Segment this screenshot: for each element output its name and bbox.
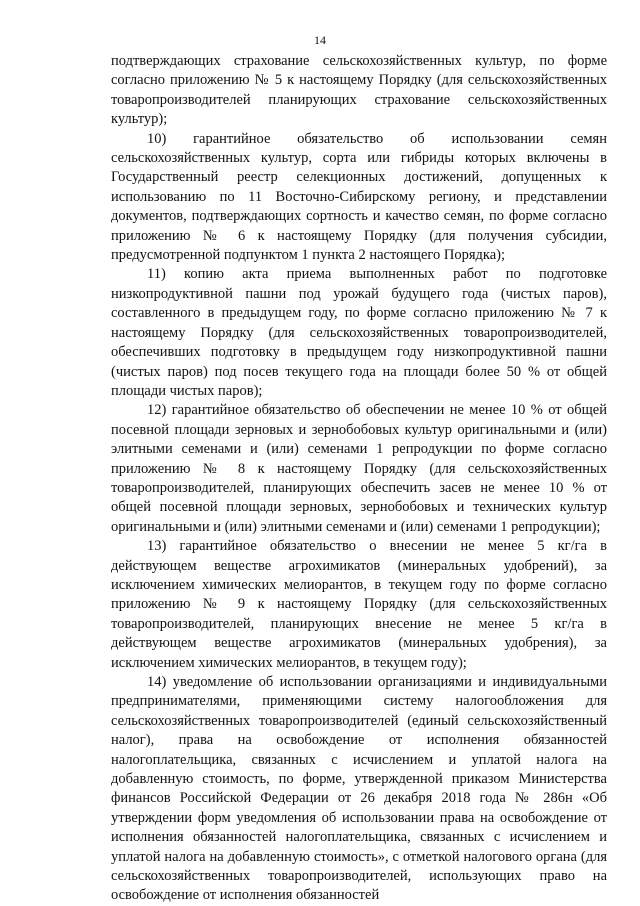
paragraph-item-10: 10) гарантийное обязательство об использовании семян сельскохозяйственных культур, сорта или гибриды которых включены в Государственный реестр селекционных достижений, допущенных к использованию по 11 Восточно-Сибирскому региону, и представлении документов, подтверждающих сортность и качество семян, по форме согласно приложению № 6 к настоящему Порядку (для получения субсидии, предусмотренной подпунктом 1 пункта 2 настоящего Порядка);	[111, 130, 607, 264]
paragraph-item-14: 14) уведомление об использовании организациями и индивидуальными предпринимателями, применяющими систему налогообложения для сельскохозяйственных товаропроизводителей (единый сельскохозяйственный налог), права на освобождение от исполнения обязанностей налогоплательщика, связанных с исчислением и уплатой налога на добавленную стоимость, по форме, утвержденной приказом Министерства финансов Российской Федерации от 26 декабря 2018 года № 286н «Об утверждении форм уведомления об использовании права на освобождение от исполнения обязанностей налогоплательщика, связанных с исчислением и уплатой налога на добавленную стоимость», с отметкой налогового органа (для сельскохозяйственных товаропроизводителей, использующих право на освобождение от исполнения обязанностей	[111, 674, 607, 904]
paragraph-continuation: подтверждающих страхование сельскохозяйственных культур, по форме согласно приложению № 5 к настоящему Порядку (для сельскохозяйственных товаропроизводителей планирующих страхование сельскохозяйственных культур);	[111, 53, 607, 128]
page-number: 14	[314, 33, 326, 47]
paragraph-item-11: 11) копию акта приема выполненных работ по подготовке низкопродуктивной пашни под урожай будущего года (чистых паров), составленного в предыдущем году, по форме согласно приложению № 7 к настоящему Порядку (для сельскохозяйственных товаропроизводителей, обеспечивших подготовку в предыдущем году низкопродуктивной пашни (чистых паров) под посев текущего года на площади более 50 % от общей площади чистых паров);	[111, 266, 607, 399]
paragraph-item-13: 13) гарантийное обязательство о внесении не менее 5 кг/га в действующем веществе агрохимикатов (минеральных удобрений), за исключением химических мелиорантов, в текущем году по форме согласно приложению № 9 к настоящему Порядку (для сельскохозяйственных товаропроизводителей, планирующих внесение не менее 5 кг/га в действующем веществе агрохимикатов (минеральных удобрения), за исключением химических мелиорантов, в текущем году);	[111, 538, 607, 671]
document-body	[111, 52, 607, 906]
paragraph-item-12: 12) гарантийное обязательство об обеспечении не менее 10 % от общей посевной площади зерновых и зернобобовых культур оригинальными и (или) элитными семенами и (или) семенами 1 репродукции по форме согласно приложению № 8 к настоящему Порядку (для сельскохозяйственных товаропроизводителей, планирующих обеспечить засев не менее 10 % от общей посевной площади зерновых, зернобобовых и технических культур оригинальными и (или) элитными семенами и (или) семенами 1 репродукции);	[111, 402, 607, 535]
